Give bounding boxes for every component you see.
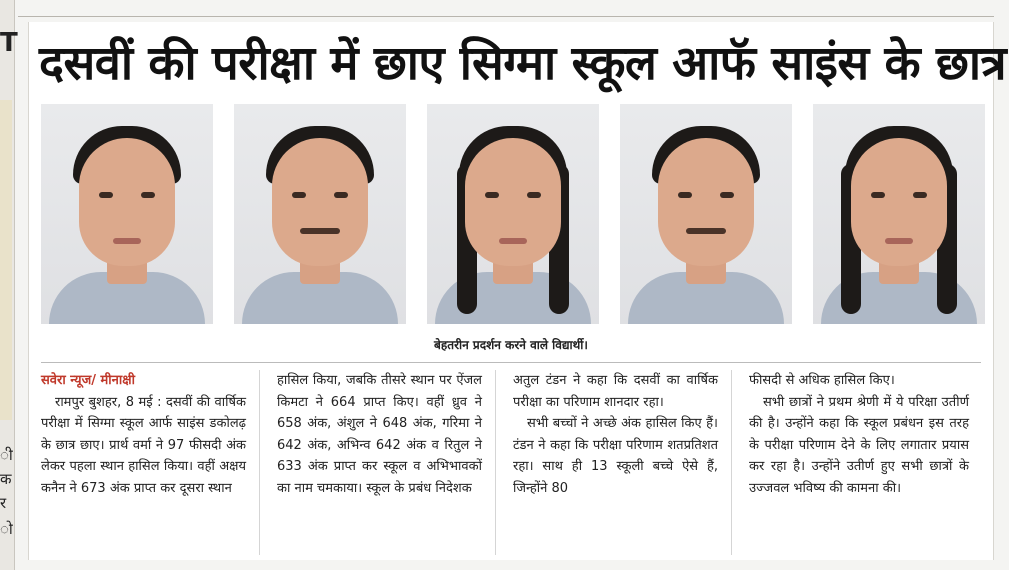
article-column-2	[277, 370, 482, 555]
column-text: सभी छात्रों ने प्रथम श्रेणी में ये परिक्षा उतीर्ण की है। उन्होंने कहा कि स्कूल प्रबंधन इस तरह के परीक्षा परिणाम देने के लिए लगातार प्रयास कर रहा है। उन्होंने उतीर्ण हुए सभी छात्रों के उज्जवल भविष्य की कामना की।	[749, 394, 969, 496]
column-text: रामपुर बुशहर, 8 मई : दसवीं की वार्षिक परीक्षा में सिग्मा स्कूल आर्फ साइंस डकोलढ़ के छात्र छाए। प्रार्थ वर्मा ने 97 फीसदी अंक लेकर पहला स्थान हासिल किया। वहीं अक्षय कनैन ने 673 अंक प्राप्त कर दूसरा स्थान	[41, 394, 246, 496]
column-text: हासिल किया, जबकि तीसरे स्थान पर ऐंजल किमटा ने 664 प्राप्त किए। वहीं ध्रुव ने 658 अंक, अंशुल ने 648 अंक, गरिमा ने 642 अंक, अभिन्व 642 अंक व रितुल ने 633 अंक प्राप्त कर स्कूल व अभिभावकों का नाम चमकाया। स्कूल के प्रबंध निदेशक	[277, 373, 482, 496]
column-separator	[495, 370, 496, 555]
column-separator	[731, 370, 732, 555]
left-fragment: T	[0, 28, 18, 58]
left-fragment: ो	[0, 520, 13, 538]
student-photo-3	[427, 104, 599, 324]
left-fragment: र	[0, 494, 7, 512]
article-column-4	[749, 370, 969, 555]
article-column-3	[513, 370, 718, 555]
column-text: सभी बच्चों ने अच्छे अंक हासिल किए हैं। टंडन ने कहा कि परीक्षा परिणाम शतप्रतिशत रहा। साथ ही 13 स्कूली बच्चे ऐसे हैं, जिन्होंने 80	[513, 416, 718, 496]
student-photo-4	[620, 104, 792, 324]
news-article	[28, 22, 1007, 560]
article-column-1	[41, 370, 246, 555]
left-fragment: क	[0, 470, 12, 488]
section-divider	[41, 362, 981, 363]
top-rule	[18, 16, 994, 17]
column-text: फीसदी से अधिक हासिल किए।	[749, 373, 895, 388]
student-photo-1	[41, 104, 213, 324]
left-fragment: ी	[0, 446, 13, 464]
adjacent-column-strip	[0, 0, 18, 570]
column-separator	[259, 370, 260, 555]
headline: दसवीं की परीक्षा में छाए सिग्मा स्कूल आफॅ साइंस के छात्र	[39, 36, 1007, 91]
student-photo-5	[813, 104, 985, 324]
student-photo-2	[234, 104, 406, 324]
photo-caption: बेहतरीन प्रदर्शन करने वाले विद्यार्थी।	[434, 338, 588, 352]
face-shape	[79, 138, 175, 266]
byline: सवेरा न्यूज/ मीनाक्षी	[41, 373, 135, 388]
column-text: अतुल टंडन ने कहा कि दसवीं का वार्षिक परीक्षा का परिणाम शानदार रहा।	[513, 373, 718, 410]
adjacent-image-fragment	[0, 100, 12, 420]
